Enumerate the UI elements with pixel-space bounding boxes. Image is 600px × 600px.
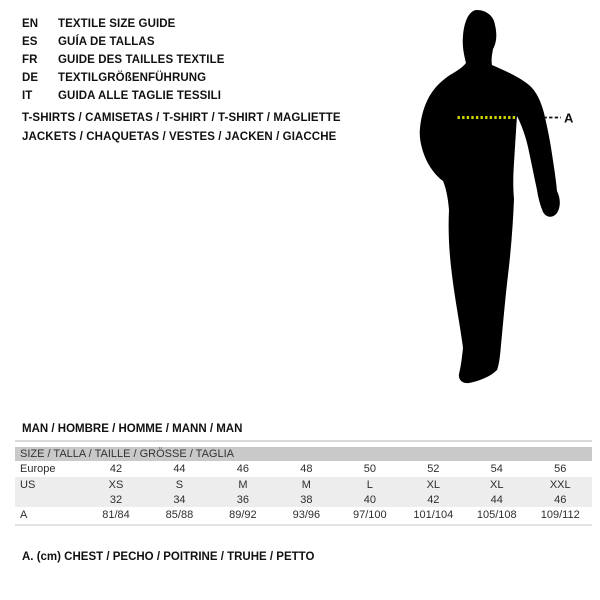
size-cell: XL xyxy=(490,478,504,491)
language-code: EN xyxy=(22,18,39,30)
size-cell: XS xyxy=(108,478,124,491)
language-code: IT xyxy=(22,90,33,102)
language-title: TEXTILGRÖßENFÜHRUNG xyxy=(58,72,207,84)
language-title: GUIDE DES TAILLES TEXTILE xyxy=(58,54,225,66)
size-cell: 46 xyxy=(236,463,250,475)
size-cell: 52 xyxy=(427,463,440,475)
table-row-us-numeric xyxy=(15,492,592,507)
size-cell: 81/84 xyxy=(102,509,130,521)
language-row xyxy=(22,69,225,87)
category-list xyxy=(22,109,341,147)
row-label: US xyxy=(20,478,36,491)
section-title: MAN / HOMBRE / HOMME / MANN / MAN xyxy=(22,423,243,435)
size-cell: 48 xyxy=(300,463,313,475)
table-top-rule xyxy=(15,440,592,442)
language-code: DE xyxy=(22,72,39,84)
table-row-europe xyxy=(15,461,592,477)
language-row xyxy=(22,33,225,51)
size-cell: 44 xyxy=(173,463,186,475)
row-label: Europe xyxy=(20,463,56,475)
size-cell: 105/108 xyxy=(476,509,517,521)
measurement-footnote: A. (cm) CHEST / PECHO / POITRINE / TRUHE / PETTO xyxy=(22,551,315,563)
language-row xyxy=(22,87,225,105)
size-cell: 109/112 xyxy=(540,509,580,521)
size-cell: 34 xyxy=(173,493,186,506)
size-cell: M xyxy=(301,478,311,491)
man-silhouette-icon xyxy=(420,10,560,383)
language-list xyxy=(22,15,225,105)
size-table xyxy=(15,440,592,526)
measure-label-a: A xyxy=(564,110,574,126)
size-cell: 101/104 xyxy=(413,509,454,521)
size-cell: 44 xyxy=(490,493,503,506)
language-title: GUIDA ALLE TAGLIE TESSILI xyxy=(58,90,222,102)
size-cell: 56 xyxy=(554,463,567,475)
size-cell: 89/92 xyxy=(229,509,257,521)
table-header: SIZE / TALLA / TAILLE / GRÖSSE / TAGLIA xyxy=(15,447,592,461)
size-cell: 85/88 xyxy=(165,509,194,521)
size-cell: 32 xyxy=(109,493,123,506)
size-cell: 97/100 xyxy=(353,509,387,521)
size-cell: M xyxy=(238,478,248,491)
size-cell: L xyxy=(366,478,373,491)
language-code: FR xyxy=(22,54,38,66)
table-row-us xyxy=(15,477,592,492)
language-title: TEXTILE SIZE GUIDE xyxy=(58,18,176,30)
category-line-jackets: JACKETS / CHAQUETAS / VESTES / JACKEN / GIACCHE xyxy=(22,131,337,143)
size-cell: 50 xyxy=(363,463,376,475)
man-figure xyxy=(390,0,600,400)
size-cell: 54 xyxy=(490,463,503,475)
size-cell: 42 xyxy=(109,463,123,475)
size-cell: 40 xyxy=(363,493,376,506)
size-cell: S xyxy=(175,478,184,491)
language-title: GUÍA DE TALLAS xyxy=(58,36,155,48)
size-cell: XL xyxy=(426,478,441,491)
language-row xyxy=(22,15,225,33)
table-bottom-rule xyxy=(15,524,592,526)
size-cell: 42 xyxy=(427,493,440,506)
size-cell: 93/96 xyxy=(292,509,321,521)
size-cell: 46 xyxy=(554,493,567,506)
table-row-chest-cm xyxy=(15,507,592,523)
language-code: ES xyxy=(22,36,38,48)
size-cell: XXL xyxy=(549,478,571,491)
category-line-tshirts: T-SHIRTS / CAMISETAS / T-SHIRT / T-SHIRT / MAGLIETTE xyxy=(22,112,341,124)
size-cell: 36 xyxy=(236,493,250,506)
row-label: A xyxy=(20,509,28,521)
size-cell: 38 xyxy=(300,493,313,506)
language-row xyxy=(22,51,225,69)
